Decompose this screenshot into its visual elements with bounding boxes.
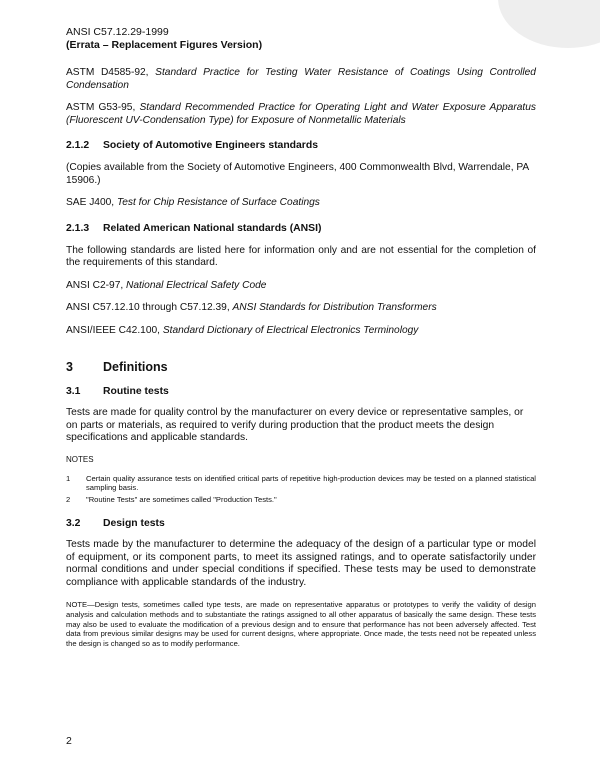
section-heading-3-1: 3.1 Routine tests	[66, 386, 169, 397]
doc-id: ANSI C57.12.29-1999	[66, 26, 169, 38]
note-item: 2 "Routine Tests" are sometimes called "Production Tests."	[66, 494, 277, 504]
sae-copies-note: (Copies available from the Society of Automotive Engineers, 400 Commonwealth Blvd, Warrendale, PA 15906.)	[66, 162, 529, 186]
section-heading-2-1-2: 2.1.2 Society of Automotive Engineers standards	[66, 140, 318, 151]
page-number: 2	[66, 735, 72, 747]
reference-ansi-c57: ANSI C57.12.10 through C57.12.39, ANSI Standards for Distribution Transformers	[66, 302, 437, 313]
reference-ansi-ieee-c42: ANSI/IEEE C42.100, Standard Dictionary of Electrical Electronics Terminology	[66, 324, 419, 336]
design-tests-note: NOTE—Design tests, sometimes called type tests, are made on representative apparatus or prototypes to verify the validity of design analysis and calculation methods and to substantiate the ratings assigned to all other apparatus of basically the same design. These tests may also be used to evaluate the modification of a previous design and to ensure that performance has not been adversely affected. Test data from previous similar designs may be used for current designs, where appropriate. Once made, the tests need not be repeated unless the design is changed so as to modify performance.	[66, 600, 536, 648]
reference-astm-d4585: ASTM D4585-92, Standard Practice for Testing Water Resistance of Coatings Using Controlled Condensation	[66, 67, 536, 91]
section-heading-3-2: 3.2 Design tests	[66, 518, 165, 529]
routine-tests-definition: Tests are made for quality control by the manufacturer on every device or representative samples, or on parts or materials, as required to verify during production that the product meets the design specifications and applicable standards.	[66, 407, 524, 444]
notes-label: NOTES	[66, 454, 94, 464]
ansi-intro-text: The following standards are listed here for information only and are not essential for the completion of the requirements of this standard.	[66, 244, 536, 268]
reference-ansi-c2: ANSI C2-97, National Electrical Safety Code	[66, 279, 267, 291]
reference-astm-g53: ASTM G53-95, Standard Recommended Practice for Operating Light and Water Exposure Apparatus (Fluorescent UV-Condensation Type) for Exposure of Nonmetallic Materials	[66, 102, 536, 126]
design-tests-definition: Tests made by the manufacturer to determine the adequacy of the design of a particular type or model of equipment, or its component parts, to meet its assigned ratings, and to operate satisfactorily under normal conditions and under special conditions if specified. These tests may be used to demonstrate compliance with applicable standards of the industry.	[66, 539, 536, 588]
note-item: 1 Certain quality assurance tests on identified critical parts of repetitive high-production devices may be tested on a planned statistical sampling basis.	[66, 473, 536, 493]
document-page	[66, 26, 536, 648]
section-heading-3: 3 Definitions	[66, 360, 168, 374]
section-heading-2-1-3: 2.1.3 Related American National standards (ANSI)	[66, 222, 322, 234]
doc-version: (Errata – Replacement Figures Version)	[66, 39, 263, 51]
reference-sae-j400: SAE J400, Test for Chip Resistance of Surface Coatings	[66, 197, 320, 208]
